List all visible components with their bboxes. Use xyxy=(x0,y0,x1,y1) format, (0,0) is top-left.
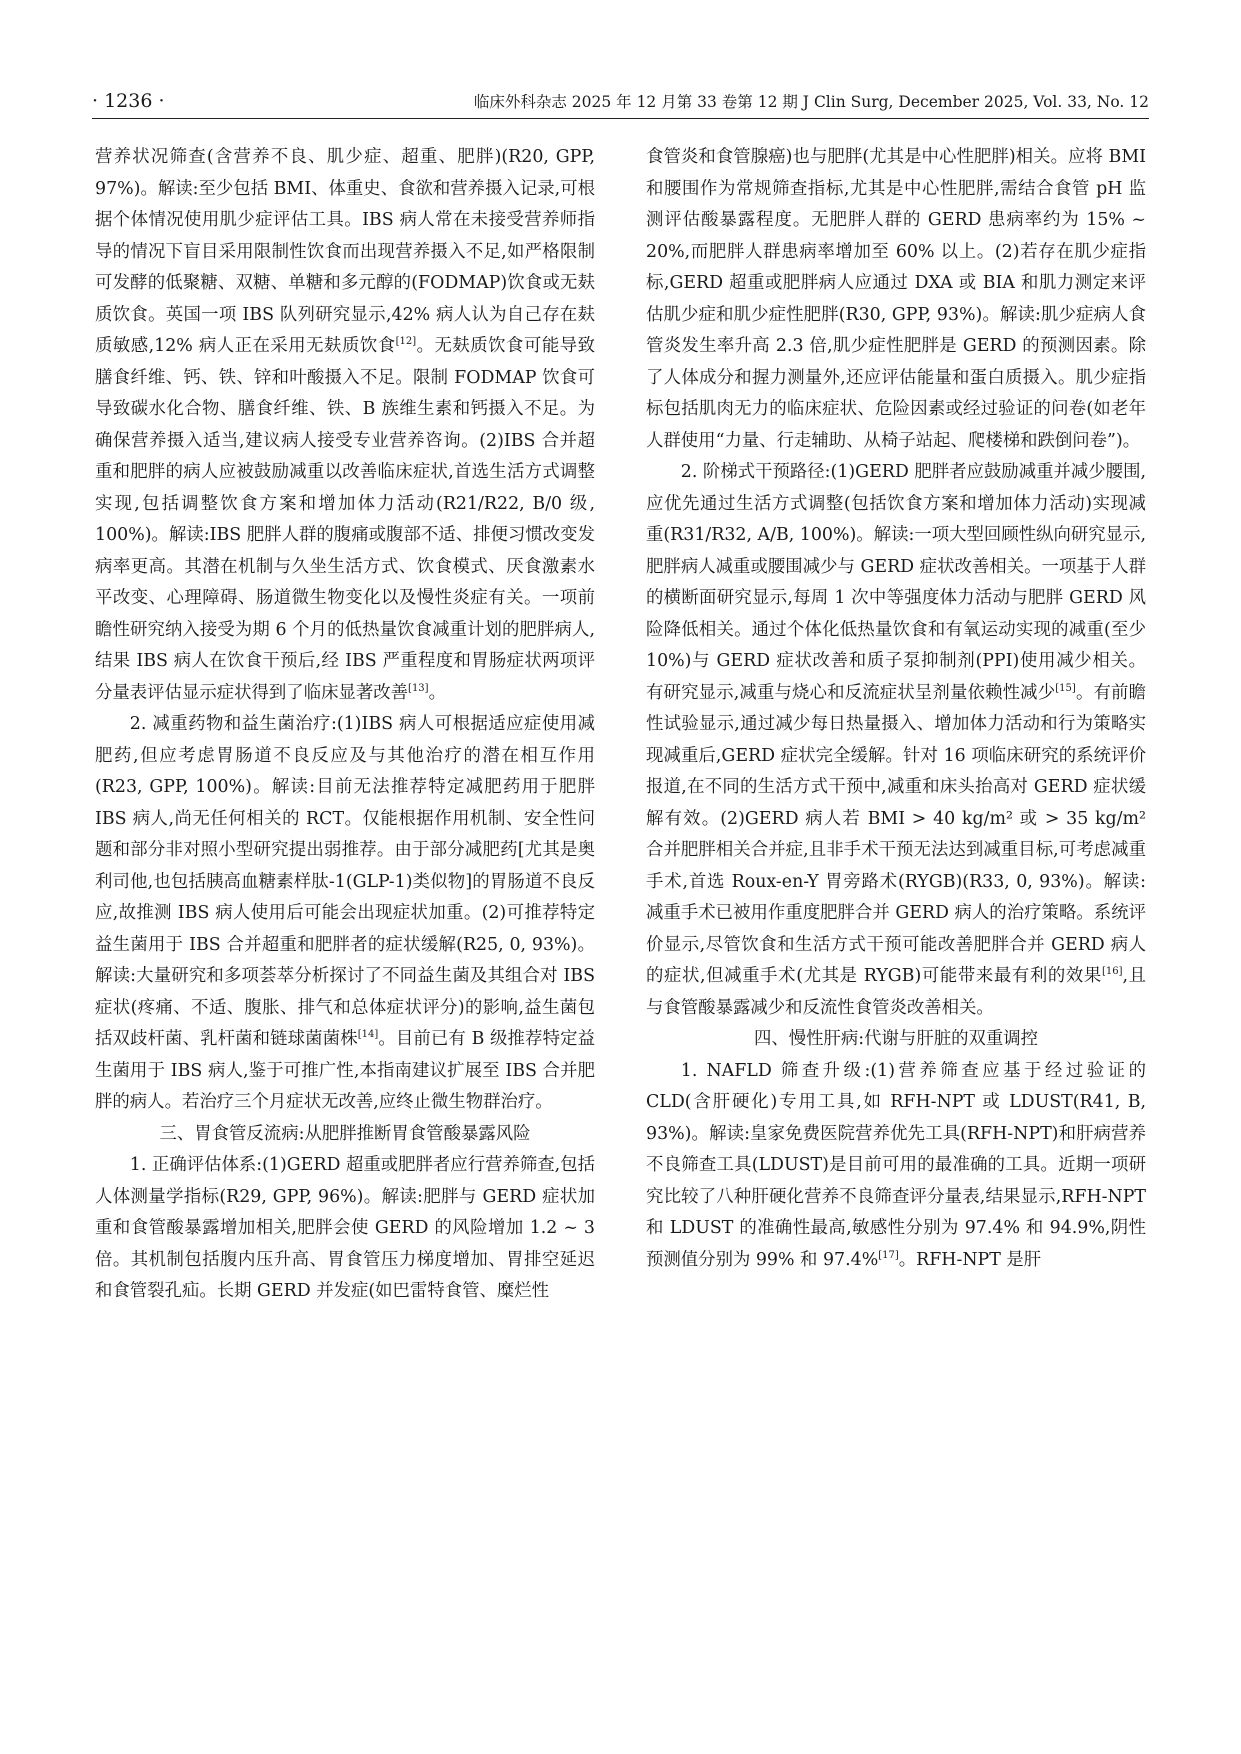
paragraph xyxy=(95,709,595,1119)
text: ,且与食管酸暴露减少和反流性食管炎改善相关。 xyxy=(646,966,1147,1018)
paragraph: 食管炎和食管腺癌)也与肥胖(尤其是中心性肥胖)相关。应将 BMI 和腰围作为常规筛查指标,尤其是中心性肥胖,需结合食管 pH 监测评估酸暴露程度。无肥胖人群的 GERD 患病率约为 15% ~ 20%,而肥胖人群患病率增加至 60% 以上。(2)若存在肌少症指标,GERD 超重或肥胖病人应通过 DXA 或 BIA 和肌力测定来评估肌少症和肌少症性肥胖(R30, GPP, 93%)。解读:肌少症病人食管炎发生率升高 2.3 倍,肌少症性肥胖是 GERD 的预测因素。除了人体成分和握力测量外,还应评估能量和蛋白质摄入。肌少症指标包括肌肉无力的临床症状、危险因素或经过验证的问卷(如老年人群使用“力量、行走辅助、从椅子站起、爬楼梯和跌倒问卷”)。 xyxy=(646,147,1146,451)
citation-ref: [17] xyxy=(878,1249,899,1261)
citation-ref: [14] xyxy=(357,1029,379,1041)
paragraph xyxy=(646,457,1146,1024)
text: 。RFH-NPT 是肝 xyxy=(898,1249,1042,1270)
paragraph xyxy=(646,1056,1146,1277)
text: 2. 阶梯式干预路径:(1)GERD 肥胖者应鼓励减重并减少腰围,应优先通过生活方式调整(包括饮食方案和增加体力活动)实现减重(R31/R32, A/B, 100%)。解读:一项大型回顾性纵向研究显示,肥胖病人减重或腰围减少与 GERD 症状改善相关。一项基于人群的横断面研究显示,每周 1 次中等强度体力活动与肥胖 GERD 风险降低相关。通过个体化低热量饮食和有氧运动实现的减重(至少 10%)与 GERD 症状改善和质子泵抑制剂(PPI)使用减少相关。有研究显示,减重与烧心和反流症状呈剂量依赖性减少 xyxy=(646,462,1146,703)
section-heading: 三、胃食管反流病:从肥胖推断胃食管酸暴露风险 xyxy=(159,1123,531,1144)
left-column xyxy=(95,142,595,1308)
page-number: · 1236 · xyxy=(92,90,165,112)
text: 营养状况筛查(含营养不良、肌少症、超重、肥胖)(R20, GPP, 97%)。解读:至少包括 BMI、体重史、食欲和营养摄入记录,可根据个体情况使用肌少症评估工具。IBS 病人常在未接受营养师指导的情况下盲目采用限制性饮食而出现营养摄入不足,如严格限制可发酵的低聚糖、双糖、单糖和多元醇的(FODMAP)饮食或无麸质饮食。英国一项 IBS 队列研究显示,42% 病人认为自己存在麸质敏感,12% 病人正在采用无麸质饮食 xyxy=(95,147,595,356)
running-header xyxy=(92,82,1149,119)
paragraph xyxy=(95,142,595,709)
right-column xyxy=(646,142,1146,1276)
text: 2. 减重药物和益生菌治疗:(1)IBS 病人可根据适应症使用减肥药,但应考虑胃肠道不良反应及与其他治疗的潜在相互作用(R23, GPP, 100%)。解读:目前无法推荐特定减肥药用于肥胖 IBS 病人,尚无任何相关的 RCT。仅能根据作用机制、安全性问题和部分非对照小型研究提出弱推荐。由于部分减肥药[尤其是奥利司他,也包括胰高血糖素样肽-1(GLP-1)类似物]的胃肠道不良反应,故推测 IBS 病人使用后可能会出现症状加重。(2)可推荐特定益生菌用于 IBS 合并超重和肥胖者的症状缓解(R25, 0, 93%)。解读:大量研究和多项荟萃分析探讨了不同益生菌及其组合对 IBS 症状(疼痛、不适、腹胀、排气和总体症状评分)的影响,益生菌包括双歧杆菌、乳杆菌和链球菌菌株 xyxy=(95,714,595,1049)
paragraph: 1. 正确评估体系:(1)GERD 超重或肥胖者应行营养筛查,包括人体测量学指标(R29, GPP, 96%)。解读:肥胖与 GERD 症状加重和食管酸暴露增加相关,肥胖会使 GERD 的风险增加 1.2 ~ 3 倍。其机制包括腹内压升高、胃食管压力梯度增加、胃排空延迟和食管裂孔疝。长期 GERD 并发症(如巴雷特食管、糜烂性 xyxy=(95,1155,595,1301)
section-heading: 四、慢性肝病:代谢与肝脏的双重调控 xyxy=(753,1029,1039,1049)
citation-ref: [12] xyxy=(395,336,417,348)
text: 。有前瞻性试验显示,通过减少每日热量摄入、增加体力活动和行为策略实现减重后,GERD 症状完全缓解。针对 16 项临床研究的系统评价报道,在不同的生活方式干预中,减重和床头抬高对 GERD 症状缓解有效。(2)GERD 病人若 BMI > 40 kg/m² 或 > 35 kg/m² 合并肥胖相关合并症,且非手术干预无法达到减重目标,可考虑减重手术,首选 Roux-en-Y 胃旁路术(RYGB)(R33, 0, 93%)。解读:减重手术已被用作重度肥胖合并 GERD 病人的治疗策略。系统评价显示,尽管饮食和生活方式干预可能改善肥胖合并 GERD 病人的症状,但减重手术(尤其是 RYGB)可能带来最有利的效果 xyxy=(646,682,1146,986)
citation-ref: [13] xyxy=(408,682,429,694)
journal-citation: 临床外科杂志 2025 年 12 月第 33 卷第 12 期 J Clin Surg, December 2025, Vol. 33, No. 12 xyxy=(473,93,1149,111)
citation-ref: [15] xyxy=(1055,682,1076,694)
text: 。 xyxy=(428,682,446,703)
text: 1. NAFLD 筛查升级:(1)营养筛查应基于经过验证的 CLD(含肝硬化)专用工具,如 RFH-NPT 或 LDUST(R41, B, 93%)。解读:皇家免费医院营养优先工具(RFH-NPT)和肝病营养不良筛查工具(LDUST)是目前可用的最准确的工具。近期一项研究比较了八种肝硬化营养不良筛查评分量表,结果显示,RFH-NPT 和 LDUST 的准确性最高,敏感性分别为 97.4% 和 94.9%,阴性预测值分别为 99% 和 97.4% xyxy=(646,1060,1146,1270)
text: 。目前已有 B 级推荐特定益生菌用于 IBS 病人,鉴于可推广性,本指南建议扩展至 IBS 合并肥胖的病人。若治疗三个月症状无改善,应终止微生物群治疗。 xyxy=(95,1029,595,1112)
text: 。无麸质饮食可能导致膳食纤维、钙、铁、锌和叶酸摄入不足。限制 FODMAP 饮食可导致碳水化合物、膳食纤维、铁、B 族维生素和钙摄入不足。为确保营养摄入适当,建议病人接受专业营养咨询。(2)IBS 合并超重和肥胖的病人应被鼓励减重以改善临床症状,首选生活方式调整实现,包括调整饮食方案和增加体力活动(R21/R22, B/0 级, 100%)。解读:IBS 肥胖人群的腹痛或腹部不适、排便习惯改变发病率更高。其潜在机制与久坐生活方式、饮食模式、厌食激素水平改变、心理障碍、肠道微生物变化以及慢性炎症有关。一项前瞻性研究纳入接受为期 6 个月的低热量饮食减重计划的肥胖病人,结果 IBS 病人在饮食干预后,经 IBS 严重程度和胃肠症状两项评分量表评估显示症状得到了临床显著改善 xyxy=(95,336,595,703)
citation-ref: [16] xyxy=(1101,966,1123,978)
